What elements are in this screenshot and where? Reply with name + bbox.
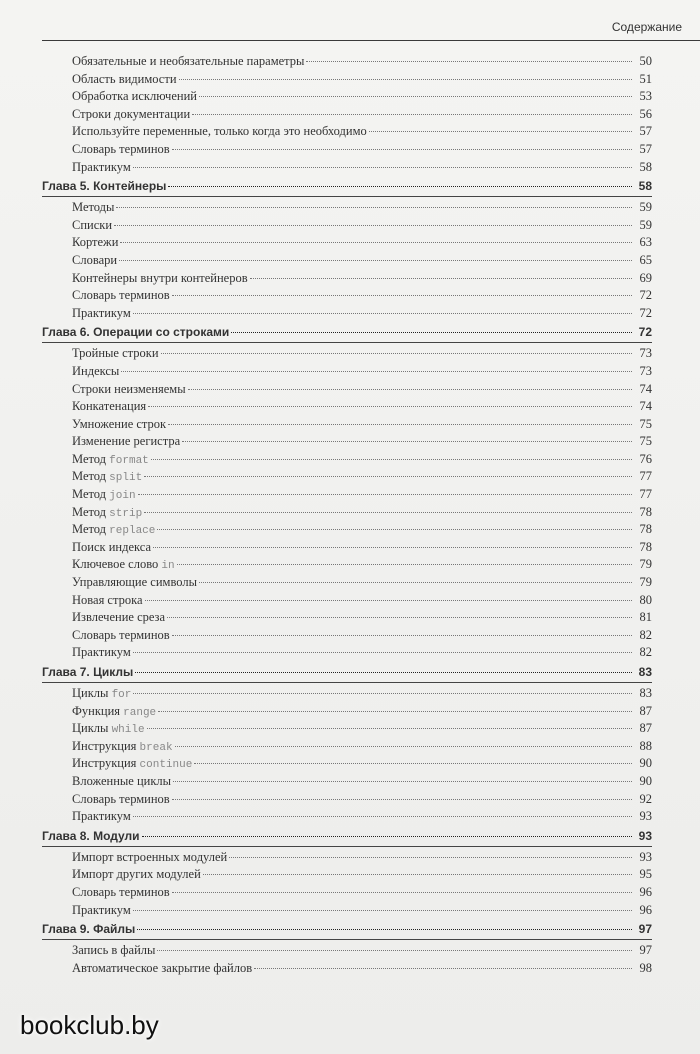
toc-entry-title	[72, 234, 118, 252]
toc-entry-text: Словарь терминов	[72, 288, 170, 303]
toc-entry-title	[42, 662, 133, 682]
toc-page-number: 90	[639, 773, 652, 788]
toc-entry-text: Умножение строк	[72, 416, 167, 431]
toc-entry-text: Словарь терминов	[72, 627, 170, 642]
toc-chapter-row	[42, 826, 652, 847]
dot-leader	[203, 874, 632, 875]
toc-entry-title	[72, 433, 180, 451]
toc-page-number: 92	[639, 791, 652, 806]
toc-entry-row	[42, 199, 652, 217]
toc-page-number: 74	[639, 399, 652, 414]
toc-page-number: 82	[639, 627, 652, 642]
dot-leader	[199, 96, 632, 97]
dot-leader	[172, 295, 632, 296]
toc-entry-text: Новая строка	[72, 592, 143, 607]
toc-page-number: 57	[639, 124, 652, 139]
toc-entry-title	[72, 398, 146, 416]
toc-page-number: 80	[639, 592, 652, 607]
toc-entry-row	[42, 398, 652, 416]
toc-page-number: 77	[639, 487, 652, 502]
toc-entry-row	[42, 592, 652, 610]
toc-page-number: 59	[639, 200, 652, 215]
toc-entry-text: Индексы	[72, 363, 120, 378]
toc-page-number: 78	[639, 504, 652, 519]
toc-entry-title	[72, 381, 186, 399]
toc-entry-row	[42, 345, 652, 363]
toc-entry-text: Списки	[72, 217, 113, 232]
dot-leader	[153, 547, 632, 548]
toc-entry-text: Практикум	[72, 809, 131, 824]
toc-entry-title	[42, 176, 166, 196]
dot-leader	[182, 441, 632, 442]
toc-entry-title	[72, 609, 165, 627]
toc-entry-text: Метод	[72, 469, 110, 484]
toc-page-number: 98	[639, 960, 652, 975]
toc-page-number: 59	[639, 217, 652, 232]
dot-leader	[151, 459, 632, 460]
toc-chapter-row	[42, 176, 652, 197]
toc-entry-text: Метод	[72, 504, 110, 519]
toc-page-number: 75	[639, 416, 652, 431]
toc-page-number: 63	[639, 235, 652, 250]
watermark-logo: bookclub.by	[20, 1010, 159, 1040]
dot-leader	[142, 836, 632, 837]
toc-entry-row	[42, 504, 652, 522]
toc-entry-text: Конкатенация	[72, 399, 147, 414]
dot-leader	[306, 61, 632, 62]
toc-entry-title	[72, 849, 227, 867]
toc-page-number: 58	[639, 159, 652, 174]
toc-page-number: 75	[639, 434, 652, 449]
toc-entry-title	[72, 106, 190, 124]
dot-leader	[144, 476, 632, 477]
toc-entry-row	[42, 416, 652, 434]
toc-entry-row	[42, 363, 652, 381]
toc-entry-title	[72, 159, 131, 177]
dot-leader	[116, 207, 632, 208]
dot-leader	[161, 353, 632, 354]
dot-leader	[147, 728, 632, 729]
toc-entry-row	[42, 884, 652, 902]
toc-entry-row	[42, 53, 652, 71]
toc-entry-title	[42, 322, 229, 342]
toc-page-number: 51	[639, 71, 652, 86]
toc-page-number: 53	[639, 89, 652, 104]
toc-entry-title	[72, 123, 367, 141]
toc-entry-title	[72, 791, 170, 809]
toc-entry-text: Ключевое слово	[72, 557, 162, 572]
table-of-contents	[42, 53, 652, 977]
toc-page-number: 83	[639, 686, 652, 700]
toc-page-number: 93	[639, 809, 652, 824]
toc-entry-text: Практикум	[72, 645, 131, 660]
toc-entry-text: Импорт других модулей	[72, 867, 201, 882]
dot-leader	[119, 260, 632, 261]
toc-entry-text: Контейнеры внутри контейнеров	[72, 270, 248, 285]
toc-entry-text: Глава 7. Циклы	[42, 665, 134, 679]
toc-page-number: 58	[638, 179, 652, 194]
toc-entry-row	[42, 234, 652, 252]
toc-entry-row	[42, 755, 652, 773]
toc-entry-text: Практикум	[72, 902, 131, 917]
toc-entry-title	[72, 866, 201, 884]
dot-leader	[145, 600, 632, 601]
toc-entry-code: break	[139, 741, 173, 754]
toc-page-number: 87	[639, 703, 652, 718]
toc-entry-row	[42, 217, 652, 235]
toc-entry-row	[42, 866, 652, 884]
dot-leader	[133, 652, 632, 653]
toc-entry-row	[42, 287, 652, 305]
toc-entry-row	[42, 808, 652, 826]
toc-entry-title	[72, 773, 171, 791]
toc-entry-row	[42, 574, 652, 592]
toc-page-number: 74	[639, 381, 652, 396]
toc-entry-row	[42, 486, 652, 504]
toc-entry-row	[42, 849, 652, 867]
toc-entry-title	[72, 141, 170, 159]
dot-leader	[199, 582, 632, 583]
toc-entry-row	[42, 252, 652, 270]
toc-entry-row	[42, 703, 652, 721]
toc-entry-row	[42, 539, 652, 557]
toc-page-number: 57	[639, 141, 652, 156]
dot-leader	[167, 617, 632, 618]
toc-page-number: 82	[639, 645, 652, 660]
toc-entry-text: Инструкция	[72, 756, 140, 771]
dot-leader	[138, 494, 632, 495]
toc-entry-row	[42, 106, 652, 124]
toc-entry-text: Словари	[72, 252, 118, 267]
toc-page-number: 50	[639, 54, 652, 68]
toc-entry-row	[42, 556, 652, 574]
dot-leader	[135, 672, 632, 673]
dot-leader	[173, 781, 632, 782]
toc-entry-text: Автоматическое закрытие файлов	[72, 960, 253, 975]
toc-entry-row	[42, 644, 652, 662]
toc-entry-row	[42, 521, 652, 539]
dot-leader	[172, 635, 632, 636]
toc-entry-code: continue	[139, 759, 193, 772]
toc-page-number: 79	[639, 575, 652, 590]
dot-leader	[194, 763, 632, 764]
toc-entry-title	[72, 71, 177, 89]
toc-entry-text: Управляющие символы	[72, 575, 197, 590]
dot-leader	[114, 225, 632, 226]
toc-entry-text: Изменение регистра	[72, 434, 181, 449]
toc-entry-code: in	[161, 560, 175, 573]
toc-page-number: 87	[639, 721, 652, 736]
toc-entry-row	[42, 773, 652, 791]
dot-leader	[192, 114, 632, 115]
dot-leader	[172, 892, 632, 893]
toc-entry-title	[72, 53, 304, 71]
toc-page-number: 88	[639, 738, 652, 753]
dot-leader	[175, 746, 632, 747]
toc-page-number: 95	[639, 867, 652, 882]
toc-entry-row	[42, 609, 652, 627]
dot-leader	[231, 332, 632, 333]
toc-page-number: 96	[639, 902, 652, 917]
dot-leader	[158, 711, 632, 712]
toc-entry-text: Циклы	[72, 721, 112, 736]
toc-entry-text: Строки документации	[72, 106, 191, 121]
header-rule	[42, 0, 700, 41]
toc-entry-title	[42, 826, 140, 846]
toc-entry-title	[72, 88, 197, 106]
toc-chapter-row	[42, 322, 652, 343]
toc-entry-text: Функция	[72, 703, 124, 718]
toc-entry-title	[72, 592, 143, 610]
toc-entry-text: Практикум	[72, 305, 131, 320]
dot-leader	[157, 950, 632, 951]
toc-chapter-row	[42, 662, 652, 683]
toc-page-number: 83	[638, 665, 652, 679]
dot-leader	[133, 693, 632, 694]
toc-entry-text: Словарь терминов	[72, 791, 170, 806]
toc-page-number: 76	[639, 451, 652, 466]
toc-page-number: 78	[639, 522, 652, 537]
toc-entry-text: Глава 5. Контейнеры	[42, 179, 167, 194]
toc-page-number: 78	[639, 539, 652, 554]
toc-page-number: 72	[639, 305, 652, 320]
toc-entry-row	[42, 960, 652, 978]
toc-entry-text: Обязательные и необязательные параметры	[72, 54, 305, 68]
toc-entry-row	[42, 627, 652, 645]
dot-leader	[148, 406, 632, 407]
toc-entry-text: Обработка исключений	[72, 89, 197, 104]
toc-page-number: 79	[639, 557, 652, 572]
toc-entry-code: replace	[109, 525, 156, 538]
toc-entry-code: for	[111, 689, 132, 701]
toc-entry-text: Словарь терминов	[72, 884, 170, 899]
toc-entry-text: Метод	[72, 451, 110, 466]
toc-entry-text: Глава 9. Файлы	[42, 922, 136, 937]
toc-page-number: 56	[639, 106, 652, 121]
toc-entry-text: Импорт встроенных модулей	[72, 849, 228, 864]
dot-leader	[168, 186, 632, 187]
toc-entry-row	[42, 685, 652, 703]
toc-entry-text: Практикум	[72, 159, 131, 174]
toc-entry-text: Циклы	[72, 686, 112, 700]
toc-page-number: 97	[639, 943, 652, 958]
dot-leader	[188, 389, 632, 390]
running-head: Содержание	[611, 20, 682, 34]
toc-entry-text: Вложенные циклы	[72, 773, 172, 788]
toc-entry-code: strip	[109, 507, 143, 520]
toc-page-number: 93	[639, 849, 652, 864]
toc-entry-title	[72, 252, 117, 270]
toc-entry-text: Используйте переменные, только когда это необходимо	[72, 124, 367, 139]
dot-leader	[172, 149, 632, 150]
toc-entry-row	[42, 942, 652, 960]
toc-entry-title	[72, 345, 159, 363]
toc-entry-title	[72, 808, 131, 826]
dot-leader	[144, 512, 632, 513]
toc-entry-title	[72, 884, 170, 902]
toc-entry-code: range	[123, 706, 157, 719]
toc-entry-row	[42, 71, 652, 89]
toc-entry-text: Строки неизменяемы	[72, 381, 186, 396]
toc-entry-text: Поиск индекса	[72, 539, 152, 554]
toc-entry-text: Тройные строки	[72, 346, 159, 361]
toc-entry-title	[72, 942, 155, 960]
toc-page-number: 73	[639, 363, 652, 378]
dot-leader	[133, 313, 632, 314]
toc-entry-title	[72, 217, 112, 235]
toc-entry-title	[72, 627, 170, 645]
dot-leader	[254, 968, 632, 969]
dot-leader	[179, 79, 632, 80]
toc-entry-row	[42, 159, 652, 177]
toc-page-number: 72	[639, 288, 652, 303]
toc-entry-text: Метод	[72, 522, 110, 537]
toc-entry-row	[42, 88, 652, 106]
toc-entry-code: format	[109, 454, 149, 467]
dot-leader	[133, 167, 632, 168]
dot-leader	[172, 799, 632, 800]
toc-entry-text: Словарь терминов	[72, 141, 170, 156]
toc-entry-title	[72, 270, 248, 288]
toc-entry-text: Глава 6. Операции со строками	[42, 325, 230, 340]
toc-entry-row	[42, 305, 652, 323]
toc-page-number: 90	[639, 756, 652, 771]
toc-entry-text: Кортежи	[72, 235, 119, 250]
toc-entry-title	[72, 416, 166, 434]
toc-entry-row	[42, 381, 652, 399]
toc-entry-text: Методы	[72, 200, 115, 215]
dot-leader	[133, 816, 632, 817]
toc-entry-row	[42, 433, 652, 451]
toc-entry-title	[42, 919, 135, 939]
toc-entry-title	[72, 199, 114, 217]
toc-entry-text: Инструкция	[72, 738, 140, 753]
toc-entry-row	[42, 270, 652, 288]
toc-entry-row	[42, 738, 652, 756]
toc-entry-title	[72, 902, 131, 920]
toc-entry-title	[72, 960, 252, 978]
toc-page-number: 77	[639, 469, 652, 484]
dot-leader	[121, 371, 632, 372]
toc-page-number: 65	[639, 252, 652, 267]
dot-leader	[177, 564, 632, 565]
dot-leader	[168, 424, 632, 425]
dot-leader	[157, 529, 632, 530]
dot-leader	[137, 929, 632, 930]
dot-leader	[369, 131, 632, 132]
toc-page-number: 69	[639, 270, 652, 285]
dot-leader	[250, 278, 632, 279]
toc-entry-row	[42, 123, 652, 141]
toc-page-number: 73	[639, 346, 652, 361]
dot-leader	[120, 242, 632, 243]
toc-entry-row	[42, 141, 652, 159]
toc-entry-text: Область видимости	[72, 71, 177, 86]
toc-page-number: 97	[638, 922, 652, 937]
toc-entry-title	[72, 644, 131, 662]
toc-entry-text: Запись в файлы	[72, 943, 156, 958]
toc-entry-code: split	[109, 472, 143, 485]
toc-entry-title	[72, 539, 151, 557]
toc-entry-row	[42, 902, 652, 920]
toc-entry-text: Глава 8. Модули	[42, 828, 140, 843]
toc-entry-row	[42, 451, 652, 469]
toc-entry-row	[42, 791, 652, 809]
toc-entry-row	[42, 720, 652, 738]
toc-page-number: 81	[639, 610, 652, 625]
toc-entry-text: Извлечение среза	[72, 610, 166, 625]
toc-entry-text: Метод	[72, 487, 110, 502]
dot-leader	[229, 857, 632, 858]
toc-page-number: 96	[639, 884, 652, 899]
toc-entry-title	[72, 287, 170, 305]
toc-entry-title	[72, 305, 131, 323]
toc-chapter-row	[42, 919, 652, 940]
toc-page-number: 93	[638, 828, 652, 843]
toc-entry-title	[72, 574, 197, 592]
toc-page-number: 72	[638, 325, 652, 340]
toc-entry-title	[72, 363, 119, 381]
toc-entry-row	[42, 468, 652, 486]
dot-leader	[133, 910, 632, 911]
toc-entry-code: while	[111, 724, 145, 737]
toc-entry-code: join	[109, 490, 136, 503]
